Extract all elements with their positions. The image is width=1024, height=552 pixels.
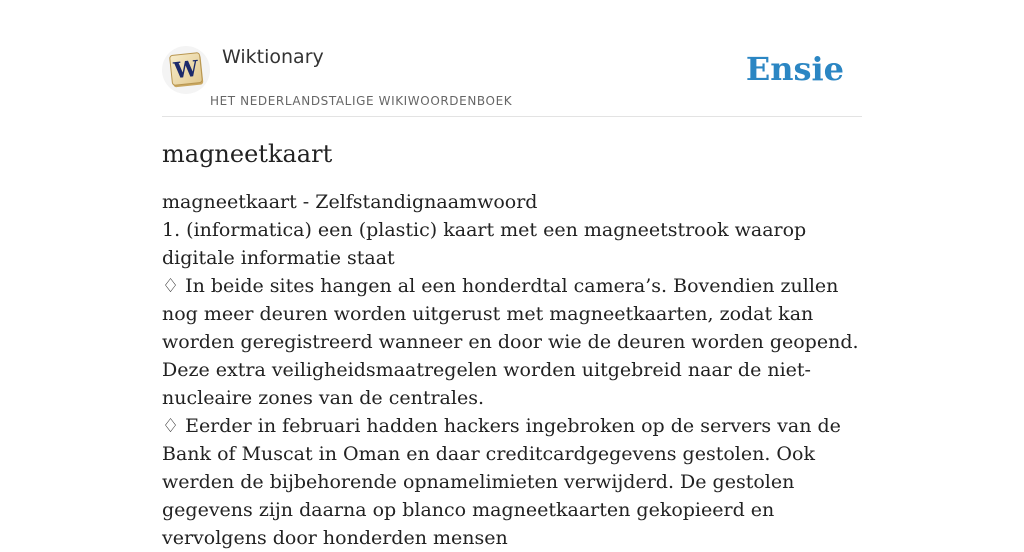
site-subtitle: HET NEDERLANDSTALIGE WIKIWOORDENBOEK xyxy=(210,94,513,108)
example-sentence: ♢ In beide sites hangen al een honderdtal camera’s. Bovendien zullen nog meer deuren worden uitgerust met magneetkaarten, zodat kan worden geregistreerd wanneer en door wie de deuren worden geopend. Deze extra veiligheidsmaatregelen worden uitgebreid naar de niet-nucleaire zones van de centrales. xyxy=(162,275,859,409)
entry-body xyxy=(162,188,862,552)
example-sentence: ♢ Eerder in februari hadden hackers ingebroken op de servers van de Bank of Muscat in Oman en daar creditcardgegevens gestolen. Ook werden de bijbehorende opnamelimieten verwijderd. De gestolen gegevens zijn daarna op blanco magneetkaarten gekopieerd en vervolgens door honderden mensen xyxy=(162,415,841,549)
entry-content xyxy=(162,138,862,552)
site-header xyxy=(162,44,862,117)
definition-text: 1. (informatica) een (plastic) kaart met een magneetstrook waarop digitale informatie staat xyxy=(162,219,807,269)
entry-title: magneetkaart xyxy=(162,140,333,168)
ensie-brand-link[interactable]: Ensie xyxy=(745,50,844,88)
logo-tile-graphic xyxy=(166,50,206,90)
part-of-speech-line: magneetkaart - Zelfstandignaamwoord xyxy=(162,191,538,213)
site-name[interactable]: Wiktionary xyxy=(222,46,324,68)
wiktionary-logo-icon[interactable] xyxy=(162,46,210,94)
logo-letter: W xyxy=(172,55,200,85)
